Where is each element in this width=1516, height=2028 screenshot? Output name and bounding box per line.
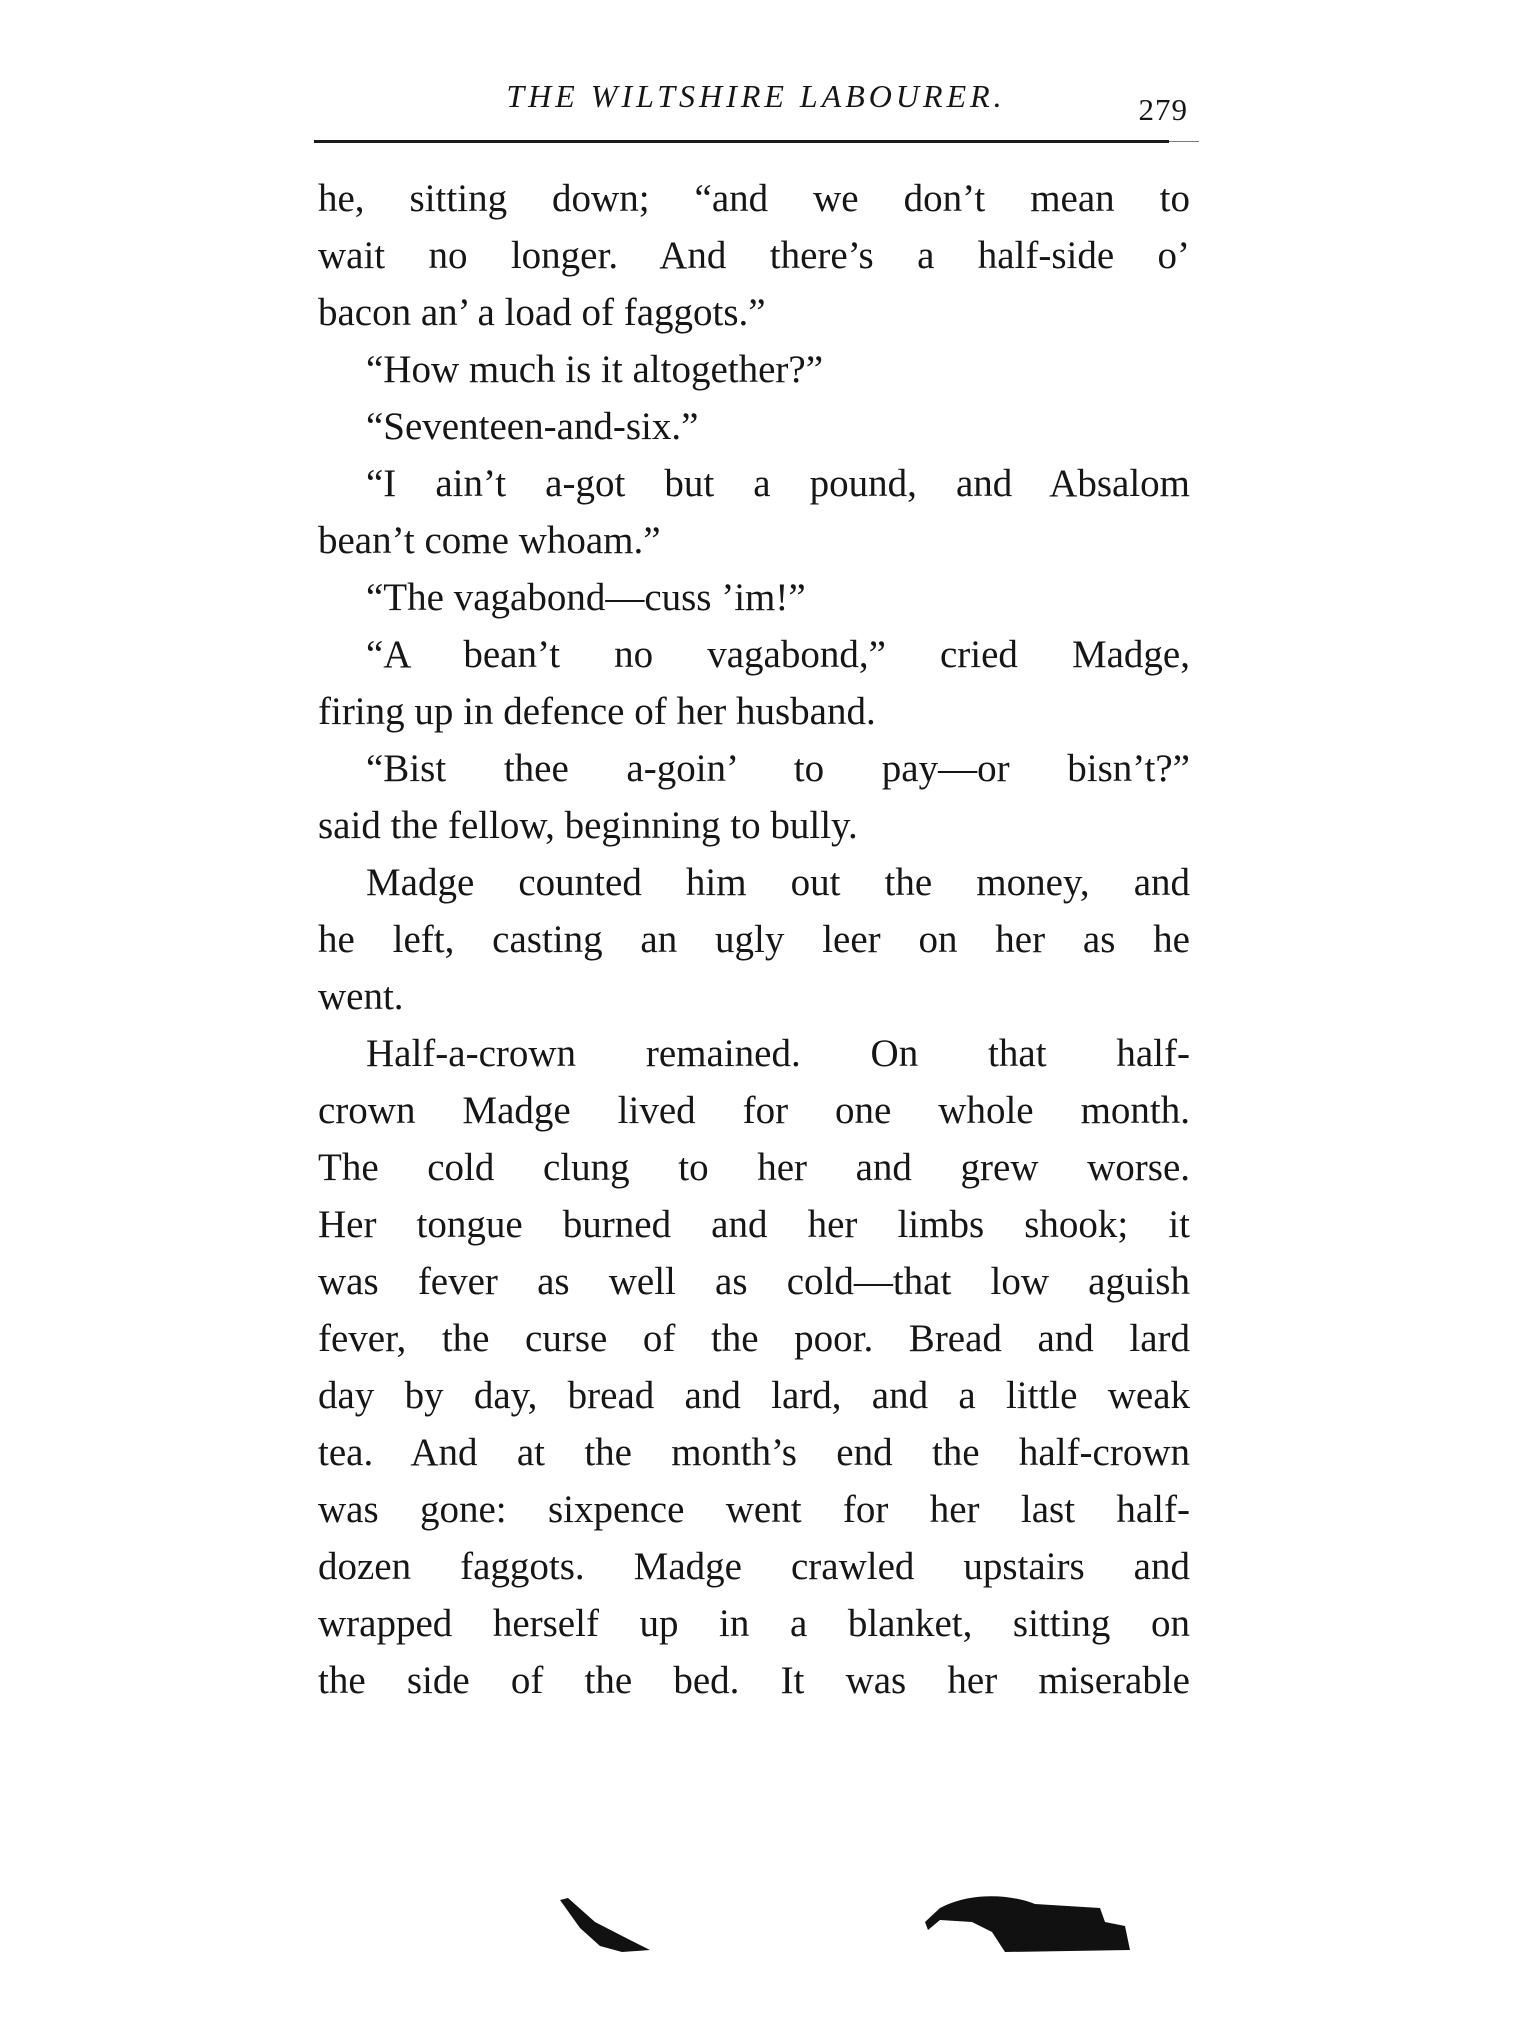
text-line: “I ain’t a-got but a pound, and Absalom — [366, 462, 1190, 505]
text-line: “The vagabond—cuss ’im!” — [366, 576, 806, 619]
text-line: Madge counted him out the money, and — [366, 861, 1190, 904]
text-line: the side of the bed. It was her miserable — [318, 1659, 1190, 1702]
text-line: dozen faggots. Madge crawled upstairs and — [318, 1545, 1190, 1588]
text-line: wrapped herself up in a blanket, sitting on — [318, 1602, 1190, 1645]
text-line: firing up in defence of her husband. — [318, 690, 876, 733]
text-line: The cold clung to her and grew worse. — [318, 1146, 1190, 1189]
scan-mark-left — [560, 1898, 650, 1952]
text-line: he left, casting an ugly leer on her as he — [318, 918, 1190, 961]
text-line: bacon an’ a load of faggots.” — [318, 291, 766, 334]
text-line: day by day, bread and lard, and a little weak — [318, 1374, 1190, 1417]
text-line: fever, the curse of the poor. Bread and lard — [318, 1317, 1190, 1360]
text-line: wait no longer. And there’s a half-side o’ — [318, 234, 1190, 277]
text-line: crown Madge lived for one whole month. — [318, 1089, 1190, 1132]
text-line: said the fellow, beginning to bully. — [318, 804, 858, 847]
scan-marks — [540, 1870, 1180, 1970]
running-title: THE WILTSHIRE LABOURER. — [506, 78, 1006, 114]
page-header — [318, 70, 1194, 130]
text-line: tea. And at the month’s end the half-crown — [318, 1431, 1190, 1474]
header-rule — [314, 140, 1169, 143]
text-line: “How much is it altogether?” — [366, 348, 824, 391]
text-line: “Seventeen-and-six.” — [366, 405, 699, 448]
text-line: Half-a-crown remained. On that half- — [366, 1032, 1190, 1075]
text-line: he, sitting down; “and we don’t mean to — [318, 177, 1190, 220]
text-line: was fever as well as cold—that low aguish — [318, 1260, 1190, 1303]
text-line: was gone: sixpence went for her last half- — [318, 1488, 1190, 1531]
text-line: went. — [318, 975, 404, 1018]
page-number: 279 — [1138, 92, 1188, 127]
scan-mark-right — [925, 1896, 1130, 1952]
body-text — [318, 170, 1190, 1709]
text-line: Her tongue burned and her limbs shook; it — [318, 1203, 1190, 1246]
text-line: “A bean’t no vagabond,” cried Madge, — [366, 633, 1190, 676]
text-line: “Bist thee a-goin’ to pay—or bisn’t?” — [366, 747, 1190, 790]
text-line: bean’t come whoam.” — [318, 519, 661, 562]
